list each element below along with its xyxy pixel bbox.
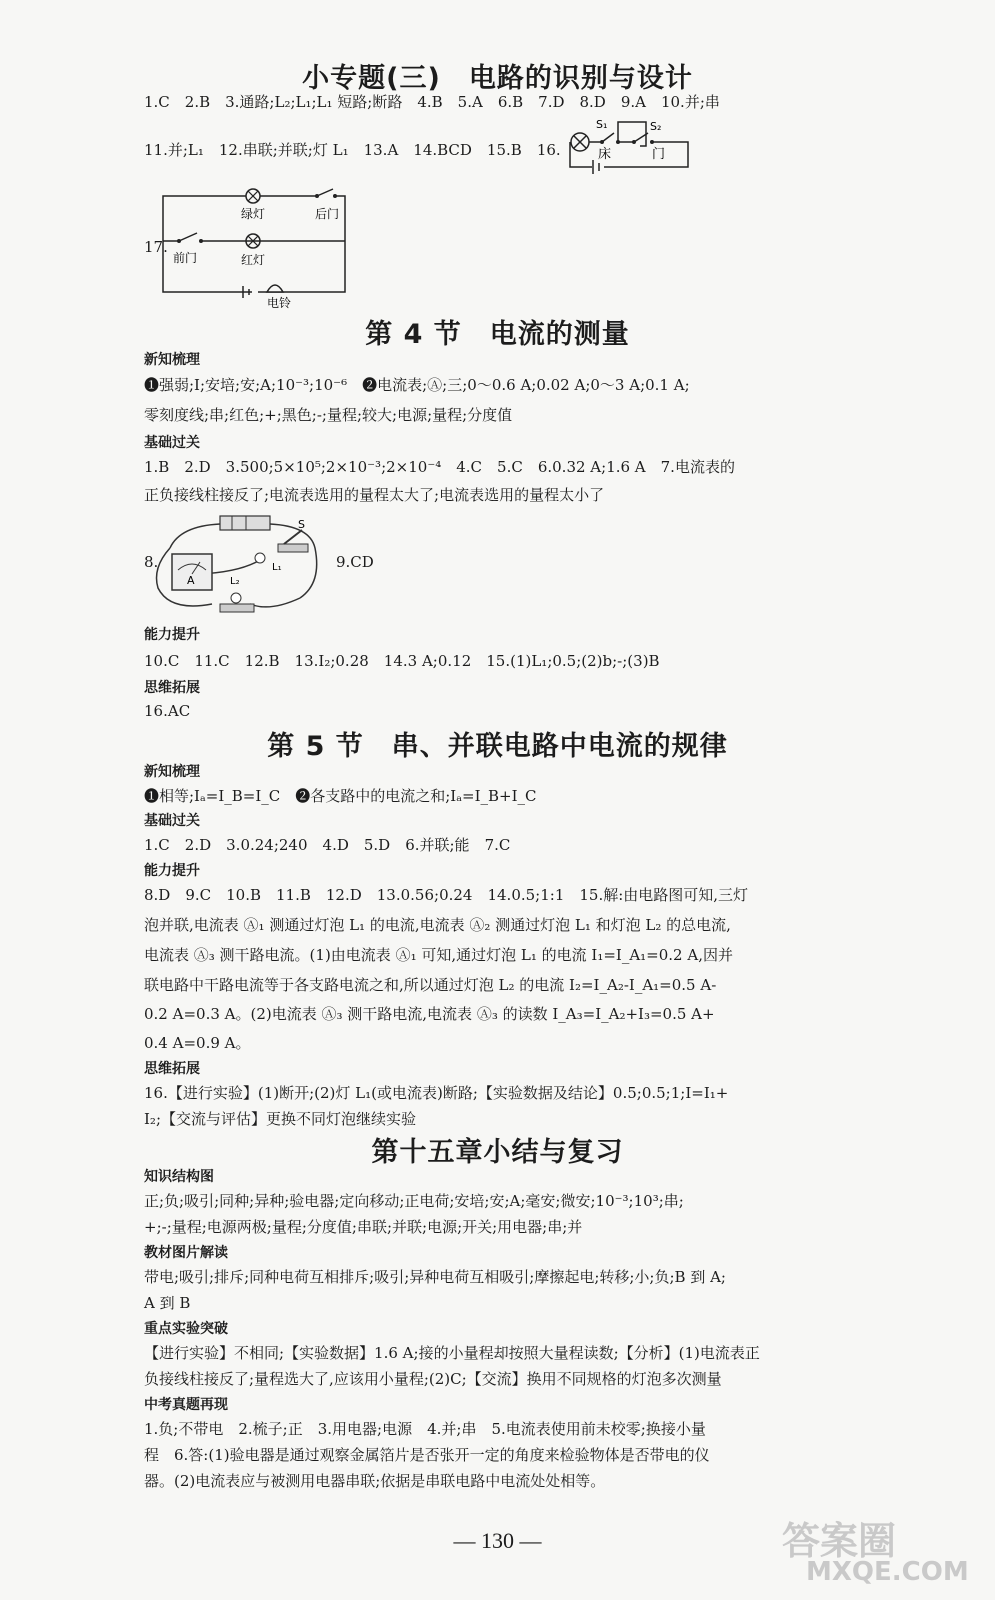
label-red-lamp: 红灯 <box>241 253 266 267</box>
label-bell: 电铃 <box>267 296 292 310</box>
s5-ability-line-6: 0.4 A=0.9 A。 <box>144 1034 251 1052</box>
label-back-door: 后门 <box>315 207 340 221</box>
s5-ext-line-2: I₂;【交流与评估】更换不同灯泡继续实验 <box>144 1110 416 1128</box>
ch15-struct-line-2: +;-;量程;电源两极;量程;分度值;串联;并联;电源;开关;用电器;串;并 <box>144 1218 583 1236</box>
ch15-exp-line-2: 负接线柱接反了;量程选大了,应该用小量程;(2)C;【交流】换用不同规格的灯泡多次测量 <box>144 1370 722 1388</box>
ch15-pic-line-2: A 到 B <box>144 1294 191 1312</box>
s4-basic-line-1: 1.B 2.D 3.500;5×10⁵;2×10⁻³;2×10⁻⁴ 4.C 5.C 6.0.32 A;1.6 A 7.电流表的 <box>144 458 735 476</box>
question-9-answer: 9.CD <box>336 553 374 571</box>
s5-heading-basic: 基础过关 <box>144 813 200 829</box>
ch15-exam-line-2: 程 6.答:(1)验电器是通过观察金属箔片是否张开一定的角度来检验物体是否带电的仪 <box>144 1446 710 1464</box>
s5-ability-line-5: 0.2 A=0.3 A。(2)电流表 Ⓐ₃ 测干路电流,电流表 Ⓐ₃ 的读数 I_A₃=I_A₂+I₃=0.5 A+ <box>144 1005 715 1023</box>
label-door: 门 <box>652 147 666 162</box>
s4-heading-ability: 能力提升 <box>144 627 200 643</box>
circuit-diagram-16 <box>560 112 700 174</box>
s5-ability-line-2: 泡并联,电流表 Ⓐ₁ 测通过灯泡 L₁ 的电流,电流表 Ⓐ₂ 测通过灯泡 L₁ 和灯泡 L₂ 的总电流, <box>144 916 731 934</box>
s4-ext-line: 16.AC <box>144 702 191 720</box>
watermark-url: MXQE.COM <box>806 1557 969 1587</box>
ch15-exam-line-1: 1.负;不带电 2.梳子;正 3.用电器;电源 4.并;串 5.电流表使用前未校零;换接小量 <box>144 1420 706 1438</box>
section-5-title: 第 5 节 串、并联电路中电流的规律 <box>267 731 728 762</box>
s5-new-line-1: ❶相等;Iₐ=I_B=I_C ❷各支路中的电流之和;Iₐ=I_B+I_C <box>144 787 537 805</box>
s5-ext-line-1: 16.【进行实验】(1)断开;(2)灯 L₁(或电流表)断路;【实验数据及结论】0.5;0.5;1;I=I₁+ <box>144 1084 729 1102</box>
circuit-diagram-17 <box>155 180 360 310</box>
ch15-heading-struct: 知识结构图 <box>144 1169 214 1185</box>
question-8-number: 8. <box>144 553 159 571</box>
label-ammeter: A <box>187 574 195 587</box>
physical-circuit-figure-8 <box>150 508 330 618</box>
topic-answers-line-2: 11.并;L₁ 12.串联;并联;灯 L₁ 13.A 14.BCD 15.B 16. <box>144 141 561 159</box>
s4-basic-line-2: 正负接线柱接反了;电流表选用的量程太大了;电流表选用的量程太小了 <box>144 486 605 504</box>
s4-heading-ext: 思维拓展 <box>144 680 200 696</box>
topic-title: 小专题(三) 电路的识别与设计 <box>302 63 693 94</box>
label-s2: S₂ <box>650 120 662 133</box>
s5-heading-new: 新知梳理 <box>144 764 200 780</box>
section-4-title: 第 4 节 电流的测量 <box>365 319 630 350</box>
s4-heading-basic: 基础过关 <box>144 435 200 451</box>
label-switch-s: S <box>298 518 305 531</box>
s5-ability-line-1: 8.D 9.C 10.B 11.B 12.D 13.0.56;0.24 14.0.5;1:1 15.解:由电路图可知,三灯 <box>144 886 749 904</box>
ch15-exam-line-3: 器。(2)电流表应与被测用电器串联;依据是串联电路中电流处处相等。 <box>144 1472 606 1490</box>
topic-answers-line-1: 1.C 2.B 3.通路;L₂;L₁;L₁ 短路;断路 4.B 5.A 6.B 7.D 8.D 9.A 10.并;串 <box>144 93 720 111</box>
label-front-door: 前门 <box>173 251 198 265</box>
page-number: — 130 — <box>453 1528 542 1553</box>
label-lamp-l2: L₂ <box>230 576 240 587</box>
s4-new-line-2: 零刻度线;串;红色;+;黑色;-;量程;较大;电源;量程;分度值 <box>144 406 513 424</box>
s4-new-line-1: ❶强弱;I;安培;安;A;10⁻³;10⁻⁶ ❷电流表;Ⓐ;三;0～0.6 A;0.02 A;0～3 A;0.1 A; <box>144 376 690 394</box>
label-bed: 床 <box>598 147 612 162</box>
ch15-struct-line-1: 正;负;吸引;同种;异种;验电器;定向移动;正电荷;安培;安;A;毫安;微安;10⁻³;10³;串; <box>144 1192 684 1210</box>
s5-heading-ext: 思维拓展 <box>144 1061 200 1077</box>
question-17-number: 17. <box>144 238 168 256</box>
chapter-15-title: 第十五章小结与复习 <box>371 1137 624 1168</box>
label-s1: S₁ <box>596 118 608 131</box>
label-lamp-l1: L₁ <box>272 562 282 573</box>
ch15-heading-pic: 教材图片解读 <box>144 1245 228 1261</box>
s5-ability-line-4: 联电路中干路电流等于各支路电流之和,所以通过灯泡 L₂ 的电流 I₂=I_A₂-I_A₁=0.5 A- <box>144 976 717 994</box>
s4-heading-new: 新知梳理 <box>144 352 200 368</box>
ch15-exp-line-1: 【进行实验】不相同;【实验数据】1.6 A;接的小量程却按照大量程读数;【分析】(1)电流表正 <box>144 1344 760 1362</box>
ch15-heading-exam: 中考真题再现 <box>144 1397 228 1413</box>
s5-ability-line-3: 电流表 Ⓐ₃ 测干路电流。(1)由电流表 Ⓐ₁ 可知,通过灯泡 L₁ 的电流 I₁=I_A₁=0.2 A,因并 <box>144 946 733 964</box>
s5-heading-ability: 能力提升 <box>144 863 200 879</box>
label-green-lamp: 绿灯 <box>241 207 266 221</box>
s4-ability-line: 10.C 11.C 12.B 13.I₂;0.28 14.3 A;0.12 15.(1)L₁;0.5;(2)b;-;(3)B <box>144 652 660 670</box>
watermark-logo: 答案圈 <box>782 1519 897 1563</box>
ch15-pic-line-1: 带电;吸引;排斥;同种电荷互相排斥;吸引;异种电荷互相吸引;摩擦起电;转移;小;负;B 到 A; <box>144 1268 726 1286</box>
s5-basic-line-1: 1.C 2.D 3.0.24;240 4.D 5.D 6.并联;能 7.C <box>144 836 511 854</box>
ch15-heading-exp: 重点实验突破 <box>144 1321 228 1337</box>
